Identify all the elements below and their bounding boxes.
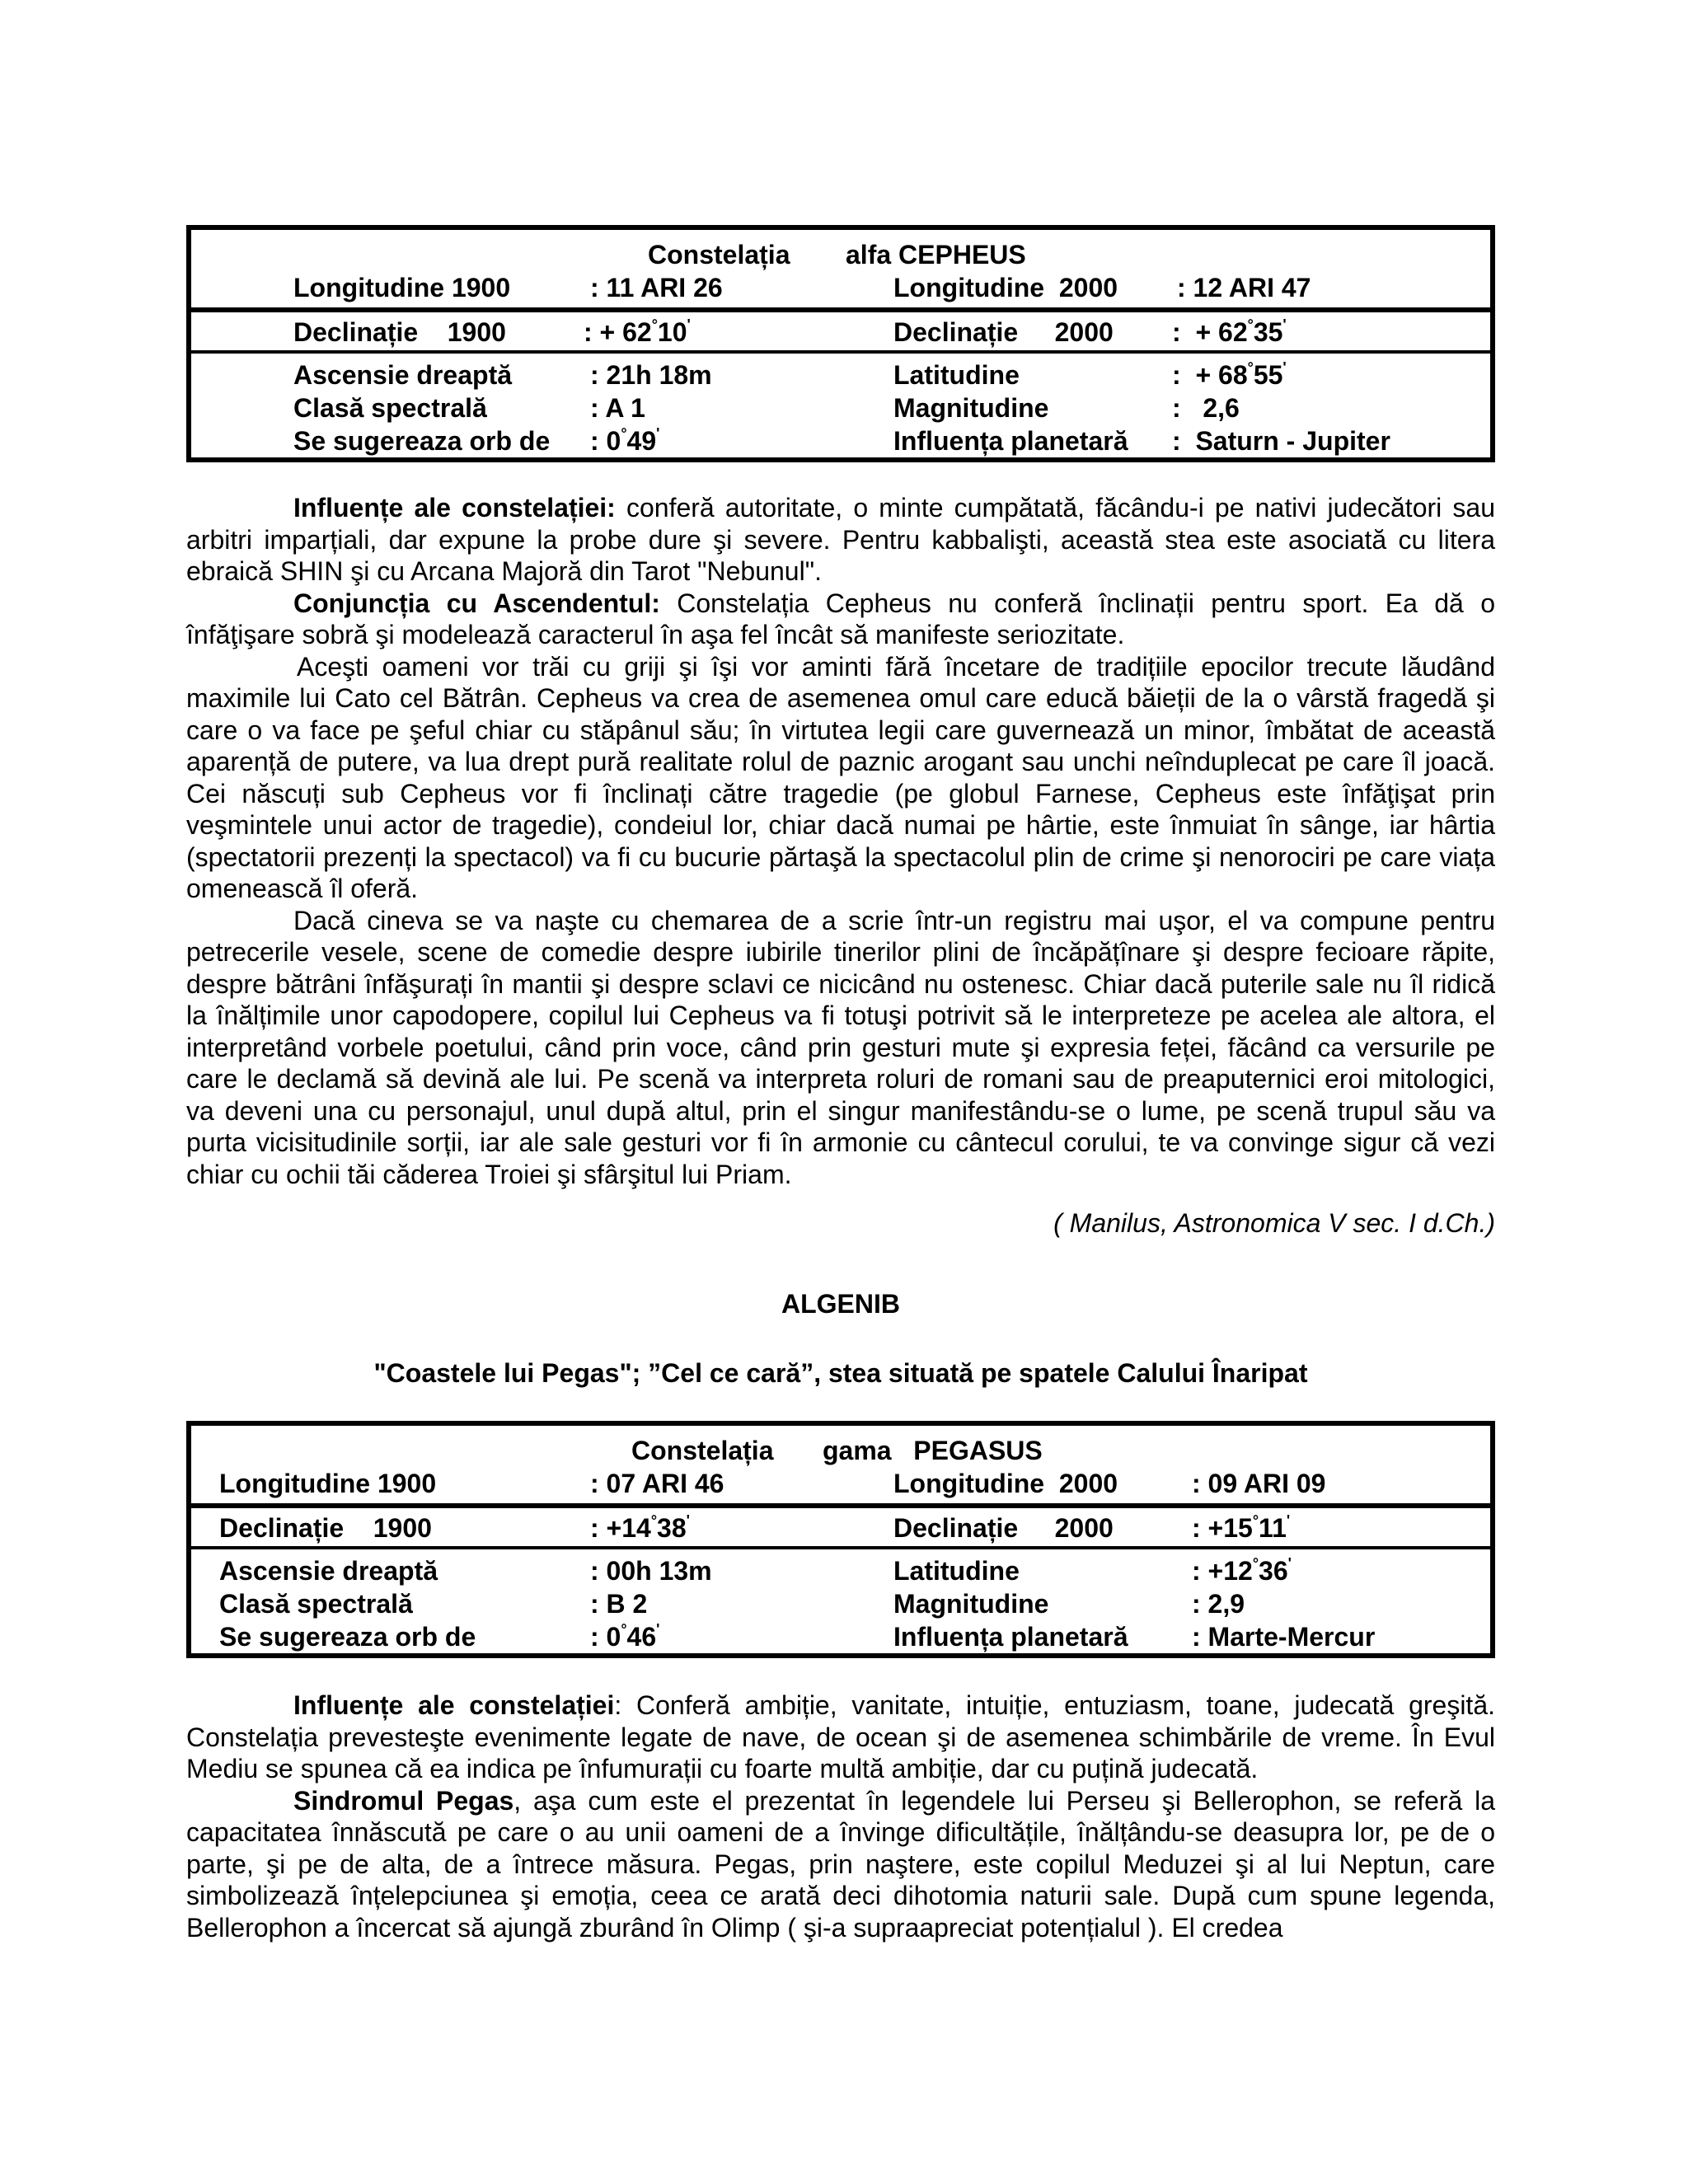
planetary-influence-label: Influența planetară <box>893 426 1128 456</box>
longitude-row <box>191 1467 1490 1503</box>
page <box>186 225 1495 1943</box>
longitude-1900-value: : 11 ARI 26 <box>590 273 723 302</box>
planetary-influence-value: : Marte-Mercur <box>1192 1622 1376 1652</box>
constellation-name: gama PEGASUS <box>823 1436 1043 1465</box>
spectral-class-label: Clasă spectrală <box>293 393 487 423</box>
magnitude-label: Magnitudine <box>893 393 1049 423</box>
declination-2000-value: : + 62°35' <box>1172 316 1287 347</box>
declination-row <box>191 307 1490 350</box>
orb-label: Se sugereaza orb de <box>293 426 551 456</box>
orb-value: : 0°46' <box>590 1621 660 1652</box>
longitude-2000-label: Longitudine 2000 <box>893 273 1118 302</box>
latitude-value: : +12°36' <box>1192 1555 1292 1586</box>
declination-2000-label: Declinație 2000 <box>893 317 1114 347</box>
constellation-name: alfa CEPHEUS <box>846 240 1026 269</box>
spectral-class-value: : B 2 <box>590 1589 648 1619</box>
magnitude-label: Magnitudine <box>893 1589 1049 1619</box>
declination-1900-label: Declinație 1900 <box>219 1513 432 1543</box>
latitude-label: Latitudine <box>893 1556 1020 1586</box>
longitude-2000-label: Longitudine 2000 <box>893 1469 1118 1498</box>
declination-2000-label: Declinație 2000 <box>893 1513 1114 1543</box>
cepheus-influence-paragraph: Influențe ale constelației: conferă autoritate, o minte cumpătată, făcându-i pe nativi judecători sau arbitri imparțiali, dar expune la probe dure şi severe. Pentru kabbalişti, această stea este asociată cu litera ebraică SHIN şi cu Arcana Majoră din Tarot "Nebunul". <box>186 493 1495 586</box>
cepheus-paragraph-3: Aceşti oameni vor trăi cu griji şi îşi vor aminti fără încetare de tradițiile epocilor trecute lăudând maximile lui Cato cel Bătrân. Cepheus va crea de asemenea omul care educă băieții de la o vârstă fragedă şi care o va face pe şeful chiar cu stăpânul său; în virtutea legii care guvernează un minor, îmbătat de această aparență de putere, va lua drept pură realitate rolul de paznic arogant sau unchi neînduplecat pe care îl joacă. Cei născuți sub Cepheus vor fi înclinați către tragedie (pe globul Farnese, Cepheus este înfăţişat prin veşmintele unui actor de tragedie), condeiul lor, chiar dacă numai pe hârtie, este înmuiat în sânge, iar hârtia (spectatorii prezenți la spectacol) va fi cu bucurie părtaşă la spectacolul plin de crime şi nenorociri pe care viața omenească îl oferă. <box>186 651 1495 903</box>
magnitude-value: : 2,9 <box>1192 1589 1245 1619</box>
declination-2000-value: : +15°11' <box>1192 1512 1291 1543</box>
right-ascension-label: Ascensie dreaptă <box>293 360 513 390</box>
magnitude-value: : 2,6 <box>1172 393 1240 423</box>
cepheus-paragraph-4: Dacă cineva se va naşte cu chemarea de a scrie într-un registru mai uşor, el va compune pentru petrecerile vesele, scene de comedie despre iubirile tinerilor plini de încăpățînare şi despre fecioare răpite, despre bătrâni înfăşurați în mantii şi despre sclavi ce nicicând nu ostenesc. Chiar dacă puterile sale nu îl ridică la înălțimile unor capodopere, copilul lui Cepheus va fi totuşi potrivit să le interpreteze pe acelea ale altora, el interpretând vorbele poetului, când prin voce, când prin gesturi mute şi expresia feței, făcând ca versurile pe care le declamă să devină ale lui. Pe scenă va interpreta roluri de romani sau de preaputernici eroi mitologici, va deveni una cu personajul, unul după altul, prin el singur manifestându-se o lume, pe scenă trupul său va purta vicisitudinile sorții, iar ale sale gesturi vor fi în armonie cu cântecul corului, te va convinge sigur că vezi chiar cu ochii tăi căderea Troiei şi sfârşitul lui Priam. <box>186 905 1495 1189</box>
algenib-data-table <box>186 1421 1495 1658</box>
cepheus-ascendant-paragraph: Conjuncția cu Ascendentul: Constelația Cepheus nu conferă înclinații pentru sport. Ea dă o înfăţişare sobră şi modelează caracterul în aşa fel încât să manifeste seriozitate. <box>186 588 1495 649</box>
spectral-class-value: : A 1 <box>590 393 645 423</box>
longitude-1900-value: : 07 ARI 46 <box>590 1469 724 1498</box>
orb-value: : 0°49' <box>590 425 660 456</box>
longitude-1900-label: Longitudine 1900 <box>219 1469 437 1498</box>
planetary-influence-label: Influența planetară <box>893 1622 1128 1652</box>
right-ascension-value: : 21h 18m <box>590 360 712 390</box>
algenib-heading: ALGENIB <box>781 1289 900 1319</box>
details-block <box>191 350 1490 457</box>
right-ascension-label: Ascensie dreaptă <box>219 1556 438 1586</box>
declination-1900-label: Declinație 1900 <box>293 317 506 347</box>
declination-1900-value: : + 62°10' <box>584 316 691 347</box>
algenib-pegasus-syndrome-paragraph: Sindromul Pegas, aşa cum este el prezentat în legendele lui Perseu şi Bellerophon, se referă la capacitatea înnăscută pe care o au unii oameni de a învinge dificultățile, înălțându-se deasupra lor, pe de o parte, şi pe de alta, de a întrece măsura. Pegas, prin naştere, este copilul Meduzei şi al lui Neptun, care simbolizează înțelepciunea şi emoția, ceea ce arată deci dihotomia naturii sale. După cum spune legenda, Bellerophon a încercat să ajungă zburând în Olimp ( şi-a supraapreciat potențialul ). El credea <box>186 1785 1496 1943</box>
constellation-label: Constelația <box>631 1436 774 1465</box>
right-ascension-value: : 00h 13m <box>590 1556 712 1586</box>
table-title-row <box>191 230 1490 271</box>
orb-label: Se sugereaza orb de <box>219 1622 476 1652</box>
declination-1900-value: : +14°38' <box>590 1512 690 1543</box>
latitude-label: Latitudine <box>893 360 1020 390</box>
spectral-class-label: Clasă spectrală <box>219 1589 413 1619</box>
table-title-row <box>191 1426 1490 1467</box>
algenib-influence-paragraph: Influențe ale constelației: Conferă ambiție, vanitate, intuiție, entuziasm, toane, judecată greşită. Constelația prevesteşte evenimente legate de nave, de ocean şi de asemenea schimbările de vreme. În Evul Mediu se spunea că ea indica pe înfumurații cu foarte multă ambiție, dar cu puțină judecată. <box>186 1690 1496 1783</box>
longitude-row <box>191 271 1490 307</box>
declination-row <box>191 1503 1490 1546</box>
longitude-2000-value: : 12 ARI 47 <box>1177 273 1311 302</box>
details-block <box>191 1546 1490 1653</box>
citation: ( Manilus, Astronomica V sec. I d.Ch.) <box>1053 1208 1495 1238</box>
longitude-1900-label: Longitudine 1900 <box>293 273 511 302</box>
constellation-label: Constelația <box>648 240 790 269</box>
algenib-subtitle: "Coastele lui Pegas"; ”Cel ce cară”, stea situată pe spatele Calului Înaripat <box>373 1358 1308 1388</box>
latitude-value: : + 68°55' <box>1172 359 1287 390</box>
planetary-influence-value: : Saturn - Jupiter <box>1172 426 1390 456</box>
longitude-2000-value: : 09 ARI 09 <box>1192 1469 1326 1498</box>
cepheus-data-table <box>186 225 1495 462</box>
